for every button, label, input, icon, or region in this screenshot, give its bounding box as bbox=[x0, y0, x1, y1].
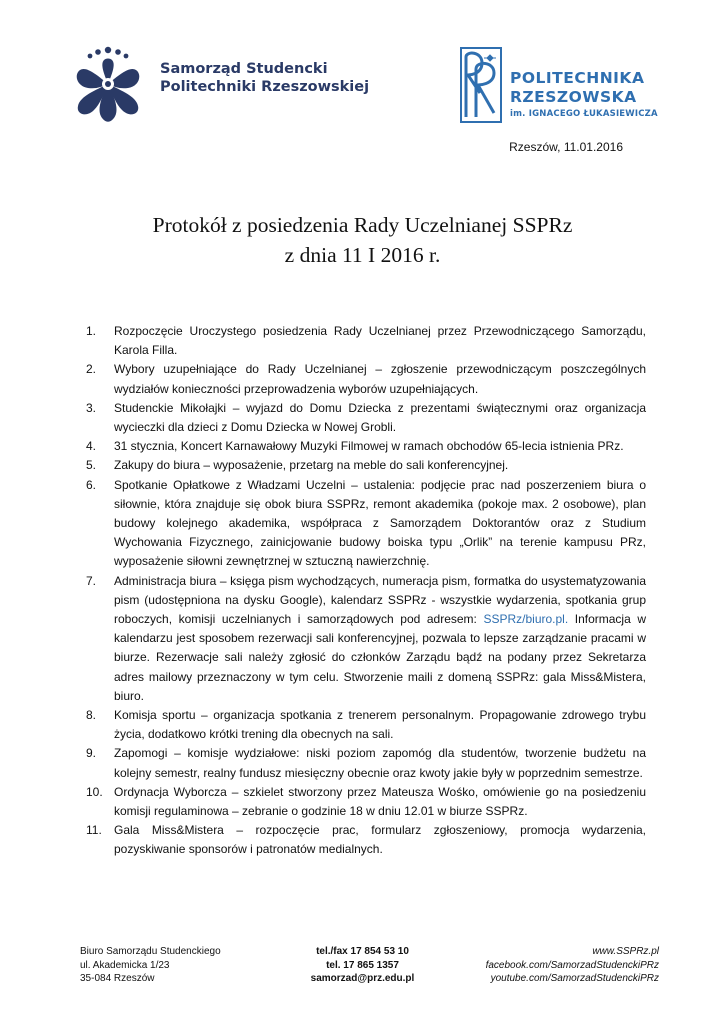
list-item bbox=[86, 360, 646, 398]
list-item bbox=[86, 572, 646, 706]
footer-facebook-link[interactable]: facebook.com/SamorzadStudenckiPRz bbox=[485, 959, 659, 971]
item-number: 8. bbox=[86, 708, 97, 723]
student-council-name bbox=[160, 60, 369, 96]
item-text: Spotkanie Opłatkowe z Władzami Uczelni – ustalenia: podjęcie prac nad poszerzeniem biura o siłownie, która znajduje się obok biura SSPRz, remont akademika (pokoje max. 2 osobowe), plan budowy kolejnego akademika, współpraca z Samorządem Doktorantów oraz z Studium Wychowania Fizycznego, zainicjowanie budowy boiska typu „Orlik” na terenie kampusu PRz, wyposażenie siłowni zewnętrznej w sztuczną nawierzchnię. bbox=[114, 477, 646, 569]
agenda-list bbox=[86, 322, 646, 860]
list-item bbox=[86, 456, 646, 475]
item-number: 9. bbox=[86, 746, 97, 761]
list-item bbox=[86, 399, 646, 437]
list-item bbox=[86, 783, 646, 821]
list-item bbox=[86, 706, 646, 744]
student-council-logo-icon bbox=[66, 44, 150, 128]
item-text: Studenckie Mikołajki – wyjazd do Domu Dziecka z prezentami świątecznymi oraz organizacja wycieczki dla dzieci z Domu Dziecka w Nowej Grobli. bbox=[114, 400, 646, 435]
title-line1: Protokół z posiedzenia Rady Uczelnianej SSPRz bbox=[152, 213, 573, 237]
item-text-after: Informacja w kalendarzu jest sposobem rezerwacji sali konferencyjnej, pozwala to lepsze zarządzanie pracami w biurze. Rezerwacje sali należy zgłosić do członków Zarządu bądź na podany przez Sekretarza adres mailowy przeznaczony w tym celu. Stworzenie maili z domeną SSPRz: gala Miss&Mistera, biuro. bbox=[114, 612, 646, 703]
document-date: Rzeszów, 11.01.2016 bbox=[509, 140, 623, 154]
calendar-link[interactable]: SSPRz/biuro.pl. bbox=[483, 612, 569, 627]
footer-address-line: Biuro Samorządu Studenckiego bbox=[80, 946, 221, 957]
item-number: 4. bbox=[86, 439, 97, 454]
footer-youtube-link[interactable]: youtube.com/SamorzadStudenckiPRz bbox=[490, 973, 659, 984]
item-text: Zapomogi – komisje wydziałowe: niski poziom zapomóg dla studentów, tworzenie budżetu na kolejny semestr, realny fundusz miesięczny obecnie oraz kwoty jakie były w poprzednim semestrze. bbox=[114, 746, 646, 780]
item-number: 7. bbox=[86, 573, 97, 588]
footer-phone-fax: tel./fax 17 854 53 10 bbox=[316, 946, 409, 957]
letterhead bbox=[0, 0, 725, 140]
item-text: Wybory uzupełniające do Rady Uczelnianej – zgłoszenie przewodniczącym poszczególnych wydziałów konieczności przeprowadzenia wyborów uzupełniających. bbox=[114, 362, 646, 396]
item-text: Zakupy do biura – wyposażenie, przetarg na meble do sali konferencyjnej. bbox=[114, 458, 509, 473]
document-title bbox=[0, 210, 725, 270]
item-text: Gala Miss&Mistera – rozpoczęcie prac, formularz zgłoszeniowy, promocja wydarzenia, pozyskiwanie sponsorów i patronatów medialnych. bbox=[114, 823, 646, 857]
item-text-before: Administracja biura – księga pism wychodzących, numeracja pism, formatka do usystematyzowania pism (udostępniona na dysku Google), kalendarz SSPRz - wszystkie wydarzenia, spotkania grup roboczych, komisji uczelnianych i samorządowych pod adresem: bbox=[114, 573, 646, 627]
student-council-name-line2: Politechniki Rzeszowskiej bbox=[160, 79, 370, 95]
item-number: 3. bbox=[86, 400, 97, 415]
item-text: Rozpoczęcie Uroczystego posiedzenia Rady Uczelnianej przez Przewodniczącego Samorządu, Karola Filla. bbox=[114, 324, 646, 358]
list-item bbox=[86, 821, 646, 859]
item-text: Ordynacja Wyborcza – szkielet stworzony przez Mateusza Wośko, omówienie go na posiedzeniu komisji regulaminowa – zebranie o godzinie 18 w dniu 12.01 w biurze SSPRz. bbox=[114, 784, 646, 819]
university-name bbox=[510, 69, 658, 121]
footer bbox=[0, 945, 725, 995]
item-number: 6. bbox=[86, 477, 97, 492]
footer-web bbox=[486, 945, 659, 986]
item-text: 31 stycznia, Koncert Karnawałowy Muzyki Filmowej w ramach obchodów 65-lecia istnienia PRz. bbox=[114, 439, 624, 454]
footer-phone: tel. 17 865 1357 bbox=[326, 959, 399, 971]
footer-address-line: 35-084 Rzeszów bbox=[80, 973, 155, 984]
university-logo-icon bbox=[460, 47, 502, 123]
item-text: Komisja sportu – organizacja spotkania z trenerem personalnym. Propagowanie zdrowego trybu życia, dodatkowo krótki trening dla obecnych na sali. bbox=[114, 708, 646, 742]
item-number: 10. bbox=[86, 784, 103, 799]
footer-website-link[interactable]: www.SSPRz.pl bbox=[592, 946, 659, 957]
list-item bbox=[86, 476, 646, 572]
student-council-name-line1: Samorząd Studencki bbox=[160, 61, 328, 77]
university-name-line1: POLITECHNIKA bbox=[510, 69, 645, 87]
item-number: 11. bbox=[86, 823, 102, 838]
footer-address-line: ul. Akademicka 1/23 bbox=[80, 959, 170, 971]
list-item bbox=[86, 437, 646, 456]
item-number: 5. bbox=[86, 458, 97, 473]
item-number: 1. bbox=[86, 324, 97, 338]
list-item bbox=[86, 744, 646, 782]
title-line2: z dnia 11 I 2016 r. bbox=[284, 243, 441, 267]
footer-email[interactable]: samorzad@prz.edu.pl bbox=[310, 973, 415, 984]
university-name-line2: RZESZOWSKA bbox=[510, 88, 637, 106]
item-number: 2. bbox=[86, 362, 97, 377]
university-patron: im. IGNACEGO ŁUKASIEWICZA bbox=[510, 109, 658, 119]
list-item bbox=[86, 322, 646, 360]
